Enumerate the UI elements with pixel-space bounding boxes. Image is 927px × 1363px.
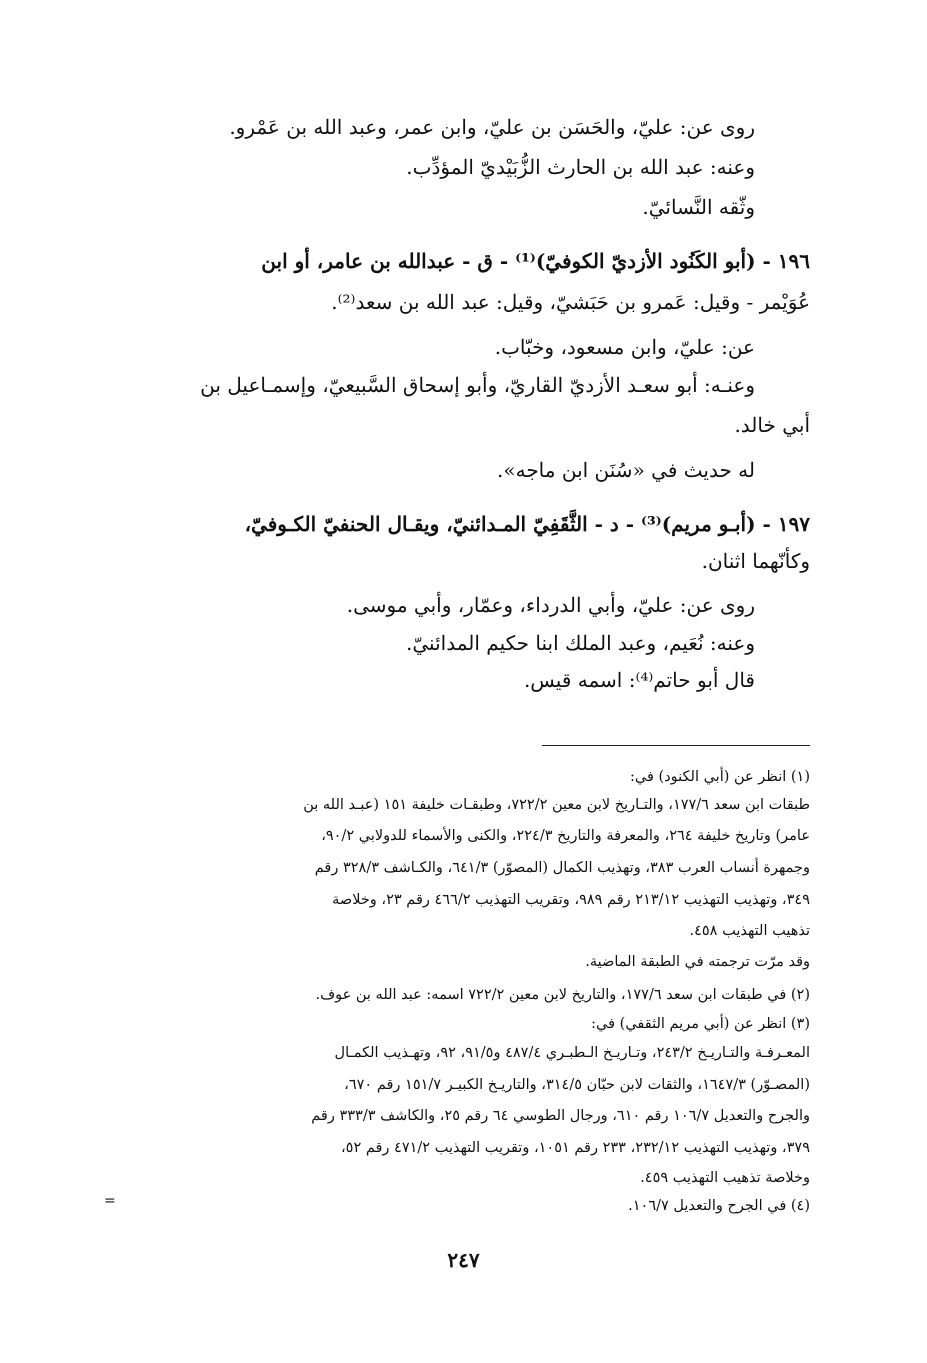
- text-line: ١٩٦ - (أبو الكَنُود الأزديّ الكوفيّ)⁽¹⁾ - ق - عبدالله بن عامر، أو ابن: [261, 249, 810, 273]
- footnote-line: وخلاصة تذهيب التهذيب ٤٥٩.: [640, 1170, 810, 1186]
- footnote-line: وجمهرة أنساب العرب ٣٨٣، وتهذيب الكمال (المصوّر) ٦٤١/٣، والكـاشف ٣٢٨/٣ رقم: [314, 860, 810, 876]
- footnote-line: (٢) في طبقات ابن سعد ١٧٧/٦، والتاريخ لابن معين ٧٢٢/٢ اسمه: عبد الله بن عوف.: [315, 987, 810, 1003]
- margin-mark: =: [104, 1193, 116, 1209]
- footnote-separator: [542, 745, 810, 746]
- text-line: له حديث في «سُنَن ابن ماجه».: [497, 458, 755, 482]
- text-line: عن: عليّ، وابن مسعود، وخبّاب.: [494, 335, 755, 359]
- text-line: وثّقه النَّسائيّ.: [642, 195, 755, 219]
- text-line: ١٩٧ - (أبـو مريم)⁽³⁾ - د - الثَّقَفِيّ المـدائنيّ، ويقـال الحنفيّ الكـوفيّ،: [244, 512, 810, 536]
- footnote-line: (١) انظر عن (أبي الكنود) في:: [630, 769, 810, 785]
- footnote-line: ٣٧٩، وتهذيب التهذيب ٢٣٢/١٢، ٢٣٣ رقم ١٠٥١، وتقريب التهذيب ٤٧١/٢ رقم ٥٢،: [340, 1140, 810, 1156]
- footnote-line: ٣٤٩، وتهذيب التهذيب ٢١٣/١٢ رقم ٩٨٩، وتقريب التهذيب ٤٦٦/٢ رقم ٢٣، وخلاصة: [332, 892, 810, 908]
- text-line: عُوَيْمر - وقيل: عَمرو بن حَبَشيّ، وقيل: عبد الله بن سعد⁽²⁾.: [331, 290, 810, 314]
- text-line: قال أبو حاتم⁽⁴⁾: اسمه قيس.: [523, 668, 755, 692]
- footnote-line: (المصـوّر) ١٦٤٧/٣، والثقات لابن حبّان ٣١٤/٥، والتاريـخ الكبيـر ١٥١/٧ رقم ٦٧٠،: [344, 1077, 810, 1093]
- text-line: روى عن: عليّ، والحَسَن بن عليّ، وابن عمر، وعبد الله بن عَمْرو.: [229, 115, 755, 139]
- text-line: وعنـه: أبو سعـد الأزديّ القاريّ، وأبو إسحاق السَّبيعيّ، وإسمـاعيل بن: [200, 373, 755, 397]
- page-number: ٢٤٧: [447, 1248, 480, 1272]
- footnote-line: والجرح والتعديل ١٠٦/٧ رقم ٦١٠، ورجال الطوسي ٦٤ رقم ٢٥، والكاشف ٣٣٣/٣ رقم: [311, 1108, 810, 1124]
- footnote-line: تذهيب التهذيب ٤٥٨.: [689, 923, 810, 939]
- text-line: أبي خالد.: [734, 413, 810, 437]
- text-line: وكأنّهما اثنان.: [701, 549, 810, 573]
- footnote-line: عامر) وتاريخ خليفة ٢٦٤، والمعرفة والتاريخ ٢٢٤/٣، والكنى والأسماء للدولابي ٩٠/٢،: [321, 828, 810, 844]
- text-line: روى عن: عليّ، وأبي الدرداء، وعمّار، وأبي موسى.: [346, 593, 755, 617]
- text-line: وعنه: عبد الله بن الحارث الزُّبَيْديّ المؤدِّب.: [406, 155, 755, 179]
- footnote-line: (٤) في الجرح والتعديل ١٠٦/٧.: [628, 1198, 810, 1214]
- footnote-line: (٣) انظر عن (أبي مريم الثقفي) في:: [591, 1016, 810, 1032]
- text-line: وعنه: نُعَيم، وعبد الملك ابنا حكيم المدائنيّ.: [406, 631, 755, 655]
- footnote-line: طبقات ابن سعد ١٧٧/٦، والتـاريخ لابن معين ٧٢٢/٢، وطبقـات خليفة ١٥١ (عبـد الله بن: [303, 797, 810, 813]
- footnote-line: وقد مرّت ترجمته في الطبقة الماضية.: [585, 954, 810, 970]
- footnote-line: المعـرفـة والتـاريـخ ٢٤٣/٢، وتـاريـخ الـطبـري ٤٨٧/٤ و٩١/٥، ٩٢، وتهـذيب الكمـال: [334, 1045, 810, 1061]
